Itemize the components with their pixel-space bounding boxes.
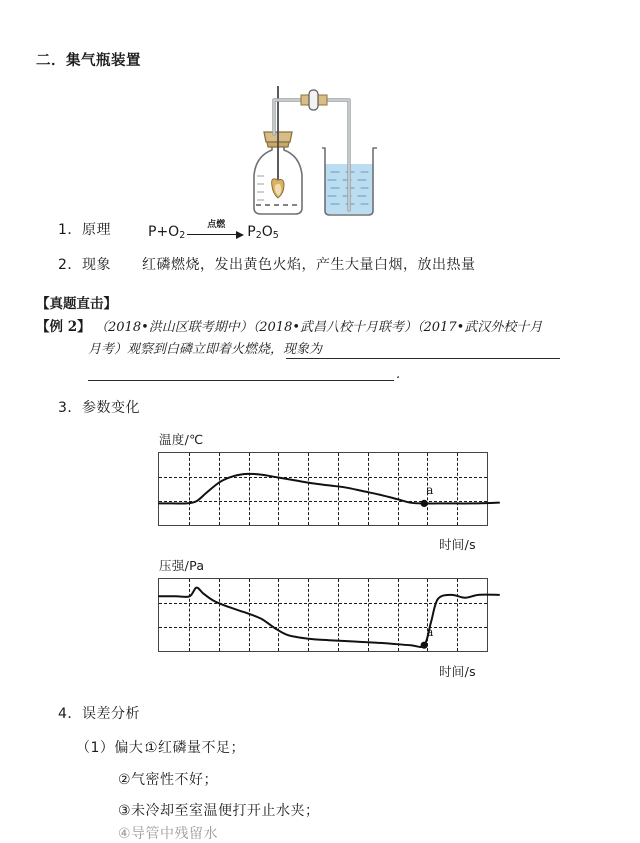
temperature-chart-xlabel: 时间/s — [439, 537, 476, 552]
data-point-marker — [421, 500, 428, 507]
item-2-text: 红磷燃烧，发出黄色火焰，产生大量白烟，放出热量 — [142, 257, 476, 273]
example-period: . — [396, 367, 401, 382]
error-entry-2: ②气密性不好； — [118, 772, 219, 788]
exam-banner: 【真题直击】 — [36, 296, 117, 312]
temperature-chart-ylabel: 温度/℃ — [159, 432, 204, 447]
item-4-label: 误差分析 — [82, 706, 140, 722]
error-entry-3: ③未冷却至室温便打开止水夹； — [118, 803, 320, 819]
example-line-2: 月考）观察到白磷立即着火燃烧，现象为 — [88, 342, 323, 357]
data-point-marker — [421, 642, 428, 649]
chart-curve-layer — [159, 453, 503, 525]
answer-blank-line-1[interactable] — [286, 357, 560, 359]
data-curve — [159, 474, 499, 504]
item-3-label: 参数变化 — [82, 400, 140, 416]
item-1-label: 原理 — [82, 222, 111, 238]
data-point-label: a — [426, 625, 434, 640]
error-entry-4: ④导管中残留水 — [118, 826, 219, 842]
item-2-label: 现象 — [82, 257, 111, 273]
data-point-label: a — [426, 483, 434, 498]
answer-blank-line-2[interactable] — [88, 379, 394, 381]
pressure-chart-ylabel: 压强/Pa — [159, 558, 205, 573]
item-1-number: 1． — [58, 222, 82, 238]
equation-left: $P+O_2$ — [148, 224, 186, 241]
equation-right: $P_2O_5$ — [247, 224, 279, 241]
error-group-label: （1）偏大： — [76, 740, 158, 756]
pressure-chart-xlabel: 时间/s — [439, 664, 476, 679]
example-tag: 【例 2】 — [36, 319, 91, 335]
pressure-chart — [158, 578, 488, 652]
section-heading: 二．集气瓶装置 — [36, 53, 141, 69]
error-entry-1: ①红磷量不足； — [145, 740, 246, 756]
gas-collection-apparatus-diagram — [222, 72, 422, 220]
reaction-arrow — [187, 222, 245, 240]
example-line-1: （2018•洪山区联考期中）（2018•武昌八校十月联考）（2017•武汉外校十月 — [95, 320, 543, 335]
chart-curve-layer — [159, 579, 503, 651]
item-2-number: 2． — [58, 257, 82, 273]
reaction-condition: 点燃 — [207, 220, 226, 230]
item-3-number: 3． — [58, 400, 82, 416]
chemical-equation — [148, 222, 279, 240]
temperature-chart — [158, 452, 488, 526]
item-4-number: 4． — [58, 706, 82, 722]
data-curve — [159, 588, 499, 647]
